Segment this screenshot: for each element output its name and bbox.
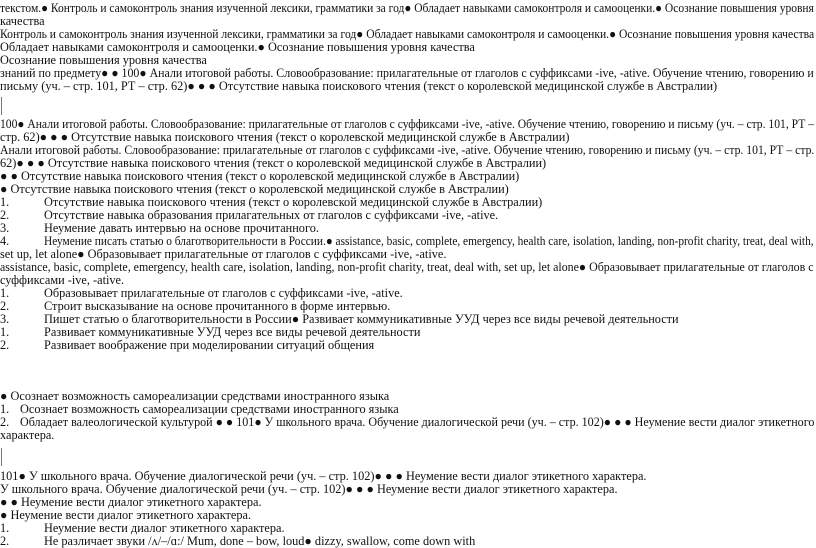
- text-line: 101● У школьного врача. Обучение диалогической речи (уч. – стр. 102)● ● ● Неумение вести диалог этикетного характера.: [0, 469, 647, 483]
- list-number: 2.: [0, 299, 10, 313]
- text-line: Обладает навыками самоконтроля и самооценки.● Осознание повышения уровня качества: [0, 40, 475, 54]
- list-item: Развивает воображение при моделировании ситуаций общения: [44, 338, 375, 352]
- list-number: 1.: [0, 402, 10, 416]
- list-item: Неумение давать интервью на основе прочитанного.: [44, 221, 319, 235]
- text-cursor: [1, 97, 2, 115]
- list-number: 1.: [0, 286, 10, 300]
- list-number: 1.: [0, 521, 10, 535]
- text-line: Контроль и самоконтроль знания изученной лексики, грамматики за год● Обладает навыками самоконтроля и самооценки.● Осознание повышения уровня качества: [0, 27, 815, 41]
- text-line: характера.: [0, 428, 55, 442]
- list-item: Пишет статью о благотворительности в России● Развивает коммуникативные УУД через все виды речевой деятельности: [44, 312, 679, 326]
- text-line: ● Неумение вести диалог этикетного характера.: [0, 508, 252, 522]
- list-item: Обладает валеологической культурой ● ● 101● У школьного врача. Обучение диалогической речи (уч. – стр. 102)● ● ● Неумение вести диалог этикетного: [20, 415, 815, 429]
- text-line: ● Отсутствие навыка поискового чтения (текст о королевской медицинской службе в Австралии): [0, 182, 509, 196]
- list-number: 2.: [0, 338, 10, 352]
- text-line: Анали итоговой работы. Словообразование: прилагательные от глаголов с суффиксами -ive, -ative. Обучение чтению, говорению и письму (уч. – стр. 101, РТ – стр.: [0, 143, 815, 157]
- text-cursor: [1, 448, 2, 466]
- list-number: 4.: [0, 234, 10, 248]
- text-line: письму (уч. – стр. 101, РТ – стр. 62)● ● ● Отсутствие навыка поискового чтения (текст о королевской медицинской службе в Австралии): [0, 79, 718, 93]
- text-line: assistance, basic, complete, emergency, health care, isolation, landing, non-profit charity, treat, deal with, set up, let alone● Образовывает прилагательные от глаголов с: [0, 260, 814, 274]
- list-number: 1.: [0, 325, 10, 339]
- list-item: Неумение вести диалог этикетного характера.: [44, 521, 285, 535]
- text-line: ● ● Неумение вести диалог этикетного характера.: [0, 495, 262, 509]
- list-item: Строит высказывание на основе прочитанного в форме интервью.: [44, 299, 391, 313]
- list-number: 2.: [0, 415, 10, 429]
- list-item: Отсутствие навыка образования прилагательных от глаголов с суффиксами -ive, -ative.: [44, 208, 499, 222]
- text-line: текстом.● Контроль и самоконтроль знания изученной лексики, грамматики за год● Обладает навыками самоконтроля и самооценки.● Осознание повышения уровня: [0, 1, 814, 15]
- text-line: качества: [0, 14, 45, 28]
- list-number: 3.: [0, 312, 10, 326]
- list-item: Отсутствие навыка поискового чтения (текст о королевской медицинской службе в Австралии): [44, 195, 543, 209]
- list-item: Осознает возможность самореализации средствами иностранного языка: [20, 402, 399, 416]
- text-line: знаний по предмету● ● 100● Анали итоговой работы. Словообразование: прилагательные от глаголов с суффиксами -ive, -ative. Обучение чтению, говорению и: [0, 66, 814, 80]
- text-line: суффиксами -ive, -ative.: [0, 273, 125, 287]
- text-line: ● Осознает возможность самореализации средствами иностранного языка: [0, 389, 390, 403]
- list-number: 2.: [0, 208, 10, 222]
- text-line: set up, let alone● Образовывает прилагательные от глаголов с суффиксами -ive, -ative.: [0, 247, 447, 261]
- list-item: Образовывает прилагательные от глаголов с суффиксами -ive, -ative.: [44, 286, 403, 300]
- text-line: 100● Анали итоговой работы. Словообразование: прилагательные от глаголов с суффиксами -ive, -ative. Обучение чтению, говорению и письму (уч. – стр. 101, РТ –: [0, 117, 815, 131]
- text-line: У школьного врача. Обучение диалогической речи (уч. – стр. 102)● ● ● Неумение вести диалог этикетного характера.: [0, 482, 618, 496]
- text-line: стр. 62)● ● ● Отсутствие навыка поискового чтения (текст о королевской медицинской службе в Австралии): [0, 130, 570, 144]
- text-line: 62)● ● ● Отсутствие навыка поискового чтения (текст о королевской медицинской службе в Австралии): [0, 156, 547, 170]
- text-line: ● ● Отсутствие навыка поискового чтения (текст о королевской медицинской службе в Австралии): [0, 169, 520, 183]
- list-item: Не различает звуки /ʌ/–/ɑ:/ Mum, done – bow, loud● dizzy, swallow, come down with: [44, 534, 476, 548]
- list-item: Неумение писать статью о благотворительности в России.● assistance, basic, complete, emergency, health care, isolation, landing, non-profit charity, treat, deal with,: [44, 234, 814, 248]
- text-line: Осознание повышения уровня качества: [0, 53, 207, 67]
- list-number: 1.: [0, 195, 10, 209]
- list-item: Развивает коммуникативные УУД через все виды речевой деятельности: [44, 325, 421, 339]
- list-number: 2.: [0, 534, 10, 548]
- list-number: 3.: [0, 221, 10, 235]
